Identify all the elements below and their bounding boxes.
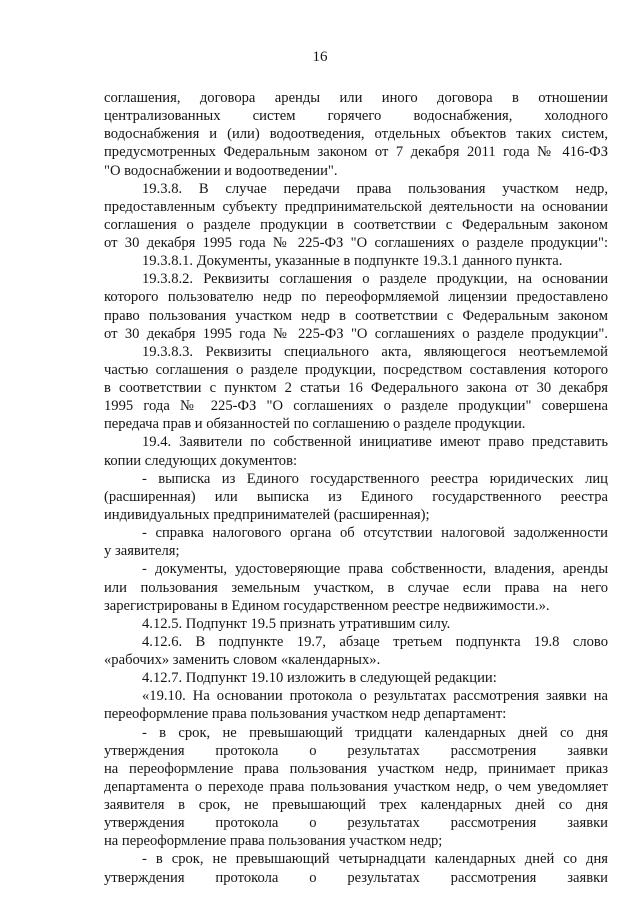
- text-line: 19.4. Заявители по собственной инициативе имеют право представить: [142, 434, 608, 451]
- text-line: у заявителя;: [104, 543, 180, 560]
- text-line: в соответствии с пунктом 2 статьи 16 Федерального закона от 30 декабря: [104, 380, 608, 397]
- text-line: 4.12.7. Подпункт 19.10 изложить в следующей редакции:: [142, 670, 497, 687]
- text-line: водоснабжения и (или) водоотведения, отдельных объектов таких систем,: [104, 126, 608, 143]
- text-line: - документы, удостоверяющие права собственности, владения, аренды: [142, 561, 608, 578]
- text-line: утверждения протокола о результатах рассмотрения заявки: [104, 869, 608, 886]
- text-line: 19.3.8.1. Документы, указанные в подпункте 19.3.1 данного пункта.: [142, 253, 563, 270]
- text-line: централизованных систем горячего водоснабжения, холодного: [104, 108, 608, 125]
- text-line: индивидуальных предпринимателей (расширенная);: [104, 506, 430, 523]
- text-line: «19.10. На основании протокола о результатах рассмотрения заявки на: [142, 688, 608, 705]
- text-line: "О водоснабжении и водоотведении".: [104, 162, 338, 179]
- text-line: право пользования участком недр в соответствии с Федеральным законом: [104, 307, 608, 324]
- text-line: - в срок, не превышающий тридцати календарных дней со дня: [142, 724, 608, 741]
- text-line: предусмотренных Федеральным законом от 7 декабря 2011 года № 416-ФЗ: [104, 144, 608, 161]
- text-line: «рабочих» заменить словом «календарных».: [104, 652, 381, 669]
- text-line: на переоформление права пользования участком недр, принимает приказ: [104, 760, 608, 777]
- text-line: предоставленным субъекту предпринимательской деятельности на основании: [104, 198, 608, 215]
- text-line: соглашения, договора аренды или иного договора в отношении: [104, 90, 608, 106]
- text-line: - в срок, не превышающий четырнадцати календарных дней со дня: [142, 851, 608, 868]
- text-line: утверждения протокола о результатах рассмотрения заявки: [104, 742, 608, 759]
- text-line: которого пользователю недр по переоформляемой лицензии предоставлено: [104, 289, 608, 306]
- text-line: на переоформление права пользования участком недр;: [104, 833, 443, 850]
- text-line: переоформление права пользования участком недр департамент:: [104, 706, 507, 723]
- text-line: 19.3.8.3. Реквизиты специального акта, являющегося неотъемлемой: [142, 343, 608, 360]
- text-line: 1995 года № 225-ФЗ "О соглашениях о разделе продукции" совершена: [104, 398, 608, 415]
- text-line: копии следующих документов:: [104, 452, 298, 469]
- text-line: 19.3.8.2. Реквизиты соглашения о разделе продукции, на основании: [142, 271, 608, 288]
- text-line: от 30 декабря 1995 года № 225-ФЗ "О соглашениях о разделе продукции".: [104, 325, 608, 342]
- text-line: утверждения протокола о результатах рассмотрения заявки: [104, 815, 608, 832]
- text-line: (расширенная) или выписка из Единого государственного реестра: [104, 488, 608, 505]
- text-line: зарегистрированы в Едином государственном реестре недвижимости.».: [104, 597, 550, 614]
- text-line: от 30 декабря 1995 года № 225-ФЗ "О соглашениях о разделе продукции":: [104, 235, 608, 252]
- text-line: заявителя в срок, не превышающий трех календарных дней со дня: [104, 797, 608, 814]
- text-line: частью соглашения о разделе продукции, посредством составления которого: [104, 361, 608, 378]
- text-line: 4.12.6. В подпункте 19.7, абзаце третьем подпункта 19.8 слово: [142, 633, 608, 650]
- text-line: или пользования земельным участком, в случае если права на него: [104, 579, 608, 596]
- text-line: 19.3.8. В случае передачи права пользования участком недр,: [142, 180, 608, 197]
- text-line: департамента о переходе права пользования участком недр, о чем уведомляет: [104, 778, 608, 795]
- text-line: соглашения о разделе продукции в соответствии с Федеральным законом: [104, 216, 608, 233]
- text-line: передача прав и обязанностей по соглашению о разделе продукции.: [104, 416, 526, 433]
- page-number: 16: [312, 49, 328, 65]
- text-line: - выписка из Единого государственного реестра юридических лиц: [142, 470, 608, 487]
- text-line: 4.12.5. Подпункт 19.5 признать утратившим силу.: [142, 615, 451, 632]
- text-line: - справка налогового органа об отсутствии налоговой задолженности: [142, 525, 608, 542]
